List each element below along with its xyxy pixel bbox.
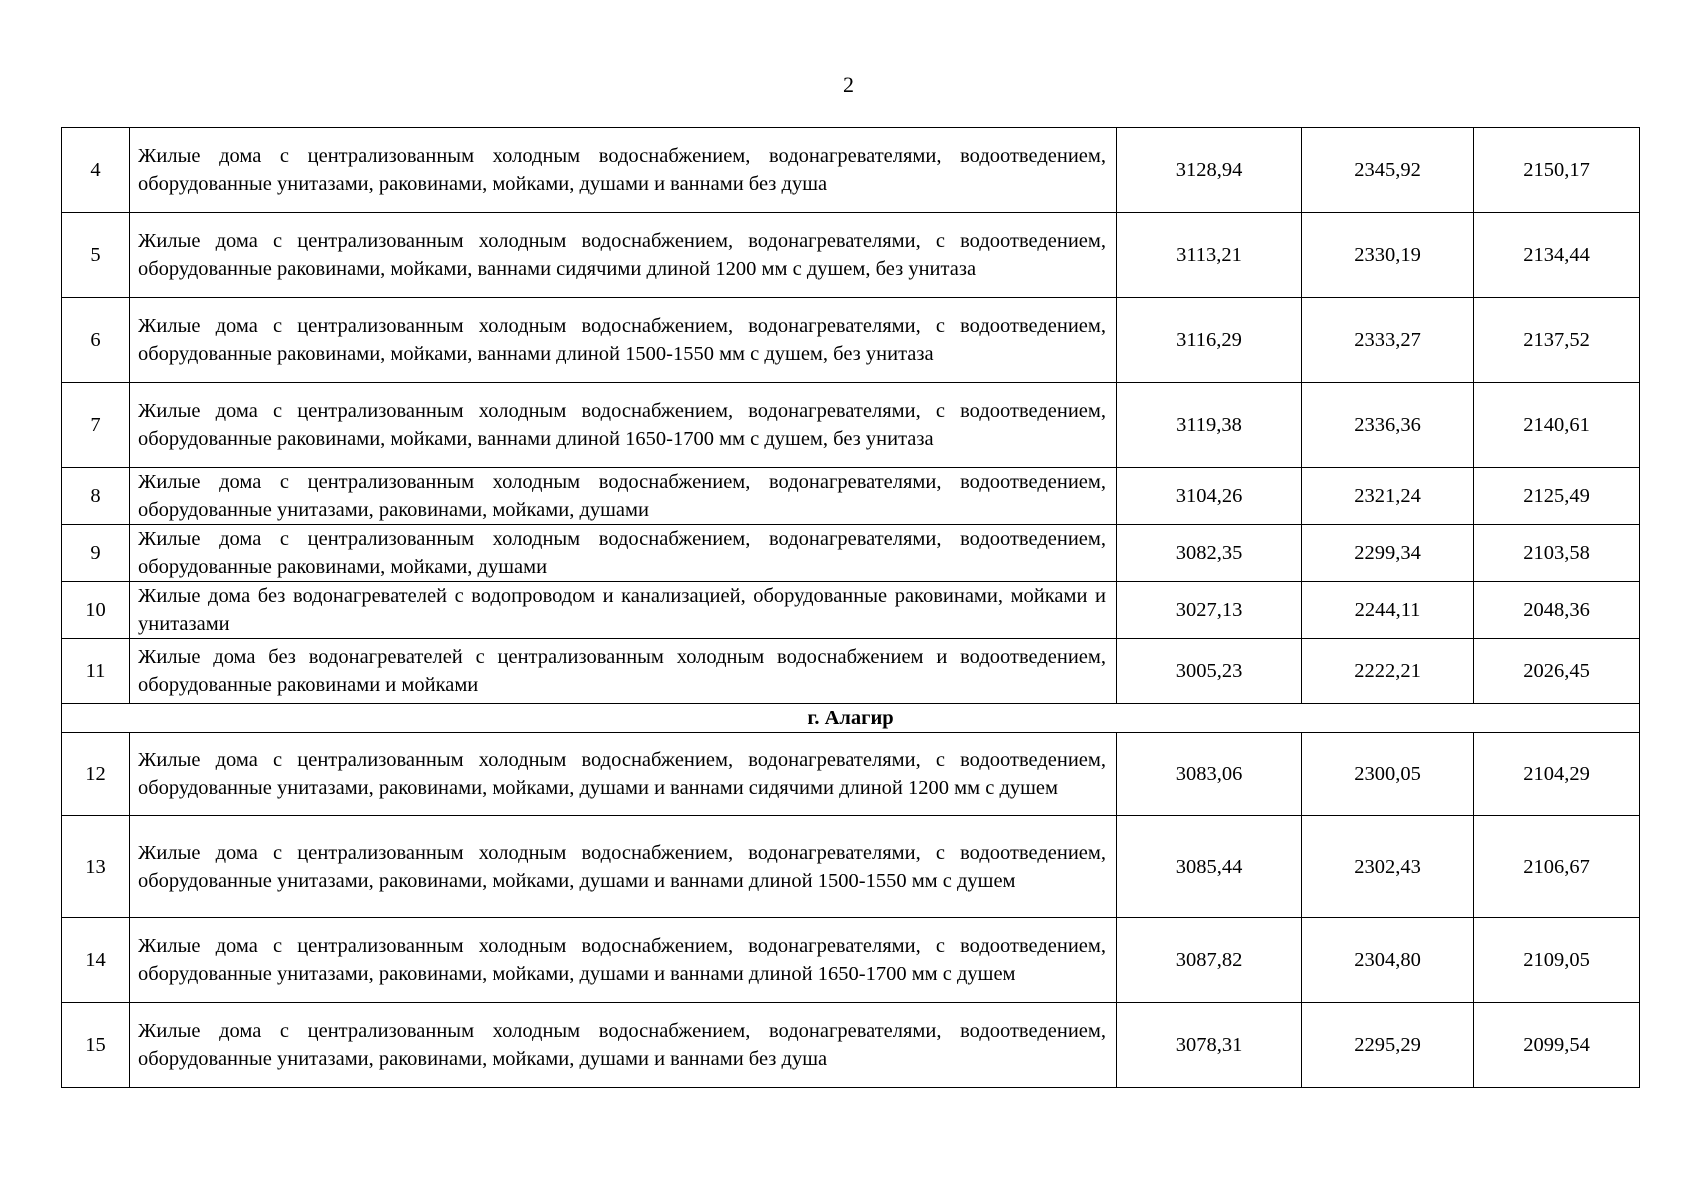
section-header-row: [62, 704, 1640, 733]
table-row: [62, 582, 1640, 639]
tariff-value-3: 2103,58: [1474, 525, 1640, 582]
row-description: Жилые дома с централизованным холодным водоснабжением, водонагревателями, водоотведением, оборудованные раковинами, мойками, душами: [130, 525, 1117, 582]
table-row: [62, 1003, 1640, 1088]
tariff-value-1: 3085,44: [1117, 816, 1302, 918]
row-number: 5: [62, 213, 130, 298]
tariff-value-2: 2302,43: [1302, 816, 1474, 918]
table-row: [62, 733, 1640, 816]
row-description: Жилые дома с централизованным холодным водоснабжением, водонагревателями, с водоотведением, оборудованные раковинами, мойками, ваннами сидячими длиной 1200 мм с душем, без унитаза: [130, 213, 1117, 298]
table-row: [62, 298, 1640, 383]
row-description: Жилые дома с централизованным холодным водоснабжением, водонагревателями, с водоотведением, оборудованные унитазами, раковинами, мойками, душами и ваннами длиной 1650-1700 мм с душем: [130, 918, 1117, 1003]
tariff-value-2: 2321,24: [1302, 468, 1474, 525]
row-description: Жилые дома с централизованным холодным водоснабжением, водонагревателями, водоотведением, оборудованные унитазами, раковинами, мойками, душами и ваннами без душа: [130, 128, 1117, 213]
tariff-value-2: 2300,05: [1302, 733, 1474, 816]
row-description: Жилые дома с централизованным холодным водоснабжением, водонагревателями, с водоотведением, оборудованные раковинами, мойками, ваннами длиной 1650-1700 мм с душем, без унитаза: [130, 383, 1117, 468]
row-number: 13: [62, 816, 130, 918]
tariff-value-1: 3119,38: [1117, 383, 1302, 468]
tariff-value-1: 3005,23: [1117, 639, 1302, 704]
tariff-value-3: 2125,49: [1474, 468, 1640, 525]
row-number: 7: [62, 383, 130, 468]
tariff-value-2: 2244,11: [1302, 582, 1474, 639]
tariff-value-2: 2222,21: [1302, 639, 1474, 704]
table-row: [62, 918, 1640, 1003]
table-row: [62, 128, 1640, 213]
row-number: 6: [62, 298, 130, 383]
tariff-value-2: 2299,34: [1302, 525, 1474, 582]
tariff-value-2: 2295,29: [1302, 1003, 1474, 1088]
tariff-value-3: 2104,29: [1474, 733, 1640, 816]
table-row: [62, 525, 1640, 582]
row-number: 14: [62, 918, 130, 1003]
row-description: Жилые дома с централизованным холодным водоснабжением, водонагревателями, с водоотведением, оборудованные раковинами, мойками, ваннами длиной 1500-1550 мм с душем, без унитаза: [130, 298, 1117, 383]
row-description: Жилые дома с централизованным холодным водоснабжением, водонагревателями, с водоотведением, оборудованные унитазами, раковинами, мойками, душами и ваннами сидячими длиной 1200 мм с душем: [130, 733, 1117, 816]
tariff-value-2: 2345,92: [1302, 128, 1474, 213]
table-row: [62, 639, 1640, 704]
tariff-table: [61, 127, 1640, 1088]
tariff-value-3: 2134,44: [1474, 213, 1640, 298]
tariff-value-3: 2026,45: [1474, 639, 1640, 704]
row-number: 10: [62, 582, 130, 639]
tariff-value-2: 2330,19: [1302, 213, 1474, 298]
tariff-value-3: 2109,05: [1474, 918, 1640, 1003]
tariff-value-3: 2137,52: [1474, 298, 1640, 383]
tariff-value-1: 3128,94: [1117, 128, 1302, 213]
tariff-value-1: 3083,06: [1117, 733, 1302, 816]
tariff-value-3: 2099,54: [1474, 1003, 1640, 1088]
row-description: Жилые дома без водонагревателей с водопроводом и канализацией, оборудованные раковинами, мойками и унитазами: [130, 582, 1117, 639]
tariff-value-3: 2048,36: [1474, 582, 1640, 639]
table-row: [62, 383, 1640, 468]
table-row: [62, 816, 1640, 918]
row-number: 4: [62, 128, 130, 213]
row-description: Жилые дома с централизованным холодным водоснабжением, водонагревателями, с водоотведением, оборудованные унитазами, раковинами, мойками, душами и ваннами длиной 1500-1550 мм с душем: [130, 816, 1117, 918]
tariff-value-1: 3082,35: [1117, 525, 1302, 582]
tariff-value-1: 3116,29: [1117, 298, 1302, 383]
tariff-value-1: 3113,21: [1117, 213, 1302, 298]
table-row: [62, 468, 1640, 525]
tariff-value-1: 3078,31: [1117, 1003, 1302, 1088]
row-description: Жилые дома с централизованным холодным водоснабжением, водонагревателями, водоотведением, оборудованные унитазами, раковинами, мойками, душами: [130, 468, 1117, 525]
tariff-value-2: 2336,36: [1302, 383, 1474, 468]
row-number: 11: [62, 639, 130, 704]
table-row: [62, 213, 1640, 298]
tariff-value-1: 3087,82: [1117, 918, 1302, 1003]
row-number: 8: [62, 468, 130, 525]
row-number: 12: [62, 733, 130, 816]
tariff-value-3: 2140,61: [1474, 383, 1640, 468]
row-description: Жилые дома без водонагревателей с централизованным холодным водоснабжением и водоотведением, оборудованные раковинами и мойками: [130, 639, 1117, 704]
row-number: 9: [62, 525, 130, 582]
tariff-value-3: 2150,17: [1474, 128, 1640, 213]
tariff-value-1: 3027,13: [1117, 582, 1302, 639]
tariff-value-2: 2333,27: [1302, 298, 1474, 383]
tariff-value-1: 3104,26: [1117, 468, 1302, 525]
tariff-table-body: [62, 128, 1640, 1088]
page-number: 2: [843, 72, 854, 97]
section-title: г. Алагир: [62, 704, 1640, 733]
row-number: 15: [62, 1003, 130, 1088]
tariff-value-3: 2106,67: [1474, 816, 1640, 918]
row-description: Жилые дома с централизованным холодным водоснабжением, водонагревателями, водоотведением, оборудованные унитазами, раковинами, мойками, душами и ваннами без душа: [130, 1003, 1117, 1088]
tariff-value-2: 2304,80: [1302, 918, 1474, 1003]
